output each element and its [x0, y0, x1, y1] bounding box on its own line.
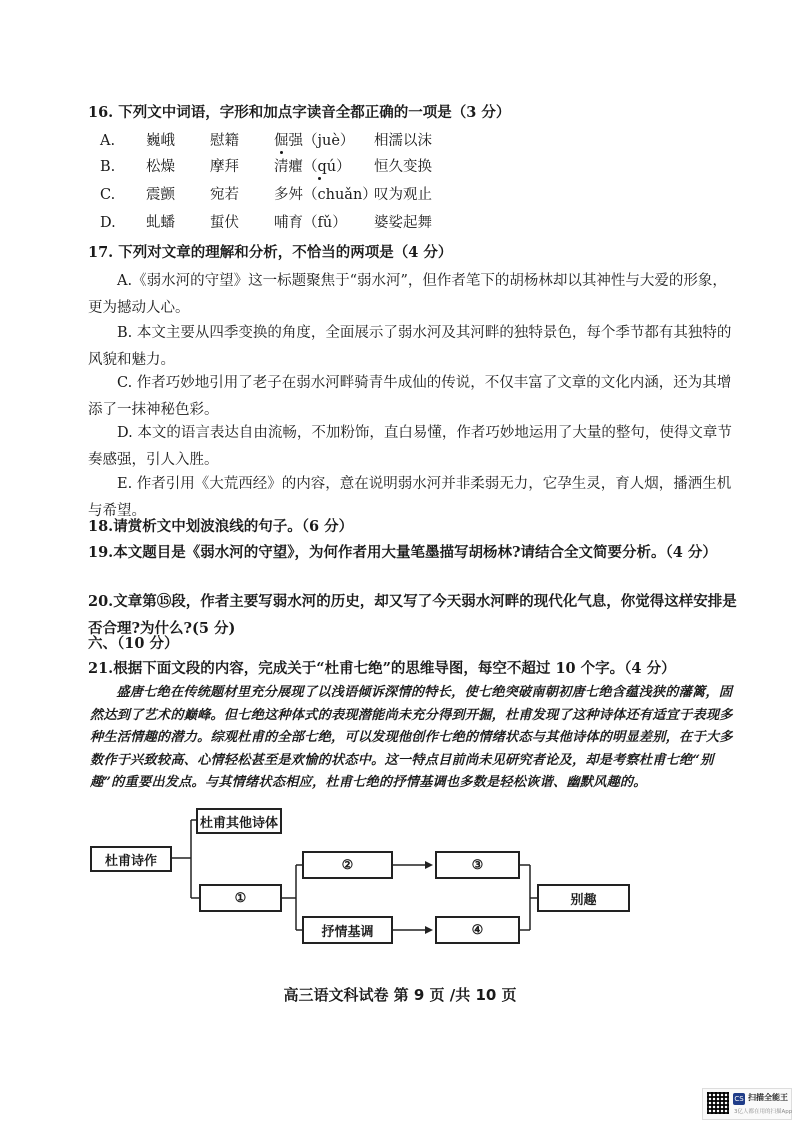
mindmap-root-box: 杜甫诗作	[90, 846, 172, 872]
option-letter: C.	[100, 187, 116, 203]
q19-text: 19.本文题目是《弱水河的守望》，为何作者用大量笔墨描写胡杨林?请结合全文简要分析。（4 分）	[88, 544, 717, 561]
mindmap-blank-4: ④	[435, 916, 520, 944]
pinyin-text: 育（fǔ）	[288, 215, 347, 231]
option-word: 恒久变换	[374, 159, 432, 175]
q21-stem: 21.根据下面文段的内容，完成关于“杜甫七绝”的思维导图，每空不超过 10 个字。（4 分）	[88, 660, 676, 677]
mindmap-result-box: 别趣	[537, 884, 630, 912]
option-word: 巍峨	[146, 133, 175, 149]
q20-text: 20.文章第⑮段，作者主要写弱水河的历史，却又写了今天弱水河畔的现代化气息，你觉得这样安排是否合理?为什么?(5 分)	[88, 593, 737, 637]
option-char: 哺	[274, 215, 289, 231]
qr-code-icon	[707, 1092, 729, 1114]
option-word: 叹为观止	[374, 187, 432, 203]
option-word: 相濡以沫	[374, 133, 432, 149]
pinyin-text: 强（juè）	[288, 133, 355, 149]
watermark-subtitle: 3亿人都在用的扫描App	[734, 1109, 793, 1115]
mindmap-blank-2: ②	[302, 851, 393, 879]
mindmap-blank-3: ③	[435, 851, 520, 879]
q18-text: 18.请赏析文中划波浪线的句子。（6 分）	[88, 518, 354, 535]
option-char: 多	[274, 187, 289, 203]
page-footer: 高三语文科试卷 第 9 页 /共 10 页	[283, 986, 517, 1004]
mindmap-blank-1: ①	[199, 884, 282, 912]
option-letter: B.	[100, 159, 116, 175]
q21-passage: 盛唐七绝在传统题材里充分展现了以浅语倾诉深情的特长，使七绝突破南朝初唐七绝含蕴浅狭的藩篱，固然达到了艺术的巅峰。但七绝这种体式的表现潜能尚未充分得到开掘，杜甫发现了这种诗体还有适宜于表现多种生活情趣的潜力。综观杜甫的全部七绝，可以发现他创作七绝的情绪状态与其他诗体的明显差别，在于大多数作于兴致较高、心情轻松甚至是欢愉的状态中。这一特点目前尚未见研究者论及，却是考察杜甫七绝“别趣”的重要出发点。与其情绪状态相应，杜甫七绝的抒情基调也多数是轻松诙谐、幽默风趣的。	[90, 685, 733, 790]
section-heading: 六、（10 分）	[88, 635, 179, 652]
q16-stem: 16. 下列文中词语，字形和加点字读音全都正确的一项是（3 分）	[88, 104, 511, 121]
scanner-watermark	[702, 1088, 792, 1120]
mindmap-tone-box: 抒情基调	[302, 916, 393, 944]
option-word: 宛若	[210, 187, 239, 203]
camscanner-logo-icon: CS	[734, 1095, 744, 1103]
option-word: 蜇伏	[210, 215, 239, 231]
option-letter: A.	[100, 133, 116, 149]
option-word: 虬蟠	[146, 215, 175, 231]
q17-option-d: D. 本文的语言表达自由流畅，不加粉饰，直白易懂，作者巧妙地运用了大量的整句，使得文章节奏感强，引人入胜。	[88, 425, 732, 468]
option-word: 摩拜	[210, 159, 239, 175]
dotted-pinyin: 癯（qú）	[288, 159, 351, 175]
option-word: 婆娑起舞	[374, 215, 432, 231]
pinyin-text: 舛（chuǎn）	[288, 187, 377, 203]
option-word: 松燥	[146, 159, 175, 175]
q17-option-b: B. 本文主要从四季变换的角度，全面展示了弱水河及其河畔的独特景色，每个季节都有其独特的风貌和魅力。	[88, 325, 732, 368]
q17-option-a: A.《弱水河的守望》这一标题聚焦于“弱水河”，但作者笔下的胡杨林却以其神性与大爱的形象，更为撼动人心。	[88, 273, 727, 316]
option-word: 震颤	[146, 187, 175, 203]
watermark-title: 扫描全能王	[748, 1093, 788, 1102]
mindmap-other-forms-box: 杜甫其他诗体	[196, 808, 282, 834]
q17-option-e: E. 作者引用《大荒西经》的内容，意在说明弱水河并非柔弱无力，它孕生灵，育人烟，播洒生机与希望。	[88, 476, 732, 519]
option-char: 清	[274, 159, 289, 175]
q17-option-c: C. 作者巧妙地引用了老子在弱水河畔骑青牛成仙的传说，不仅丰富了文章的文化内涵，还为其增添了一抹神秘色彩。	[88, 375, 732, 418]
option-letter: D.	[100, 215, 116, 231]
q17-stem: 17. 下列对文章的理解和分析，不恰当的两项是（4 分）	[88, 244, 453, 261]
option-word: 慰籍	[210, 133, 239, 149]
dotted-char: 倔	[274, 133, 289, 149]
